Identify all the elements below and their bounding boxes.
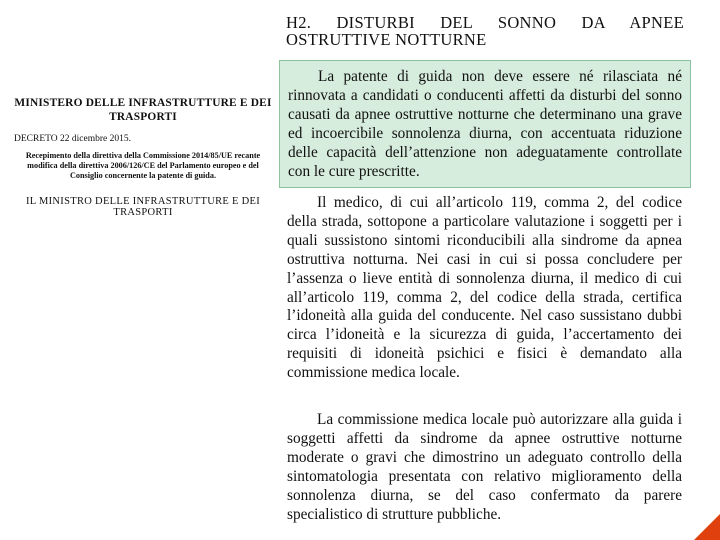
section-title-line-2: OSTRUTTIVE NOTTURNE	[286, 30, 487, 49]
decree-date: DECRETO 22 dicembre 2015.	[14, 134, 131, 144]
minister-heading: IL MINISTRO DELLE INFRASTRUTTURE E DEI TRASPORTI	[25, 196, 261, 218]
paragraph-commissione: La commissione medica locale può autorizzare alla guida i soggetti affetti da sindrome da apnee ostruttive notturne moderate o gravi che dimostrino un adeguato controllo della sintomatologia presentata con relativo miglioramento della sonnolenza diurna, se del caso confermato da parere specialistico di strutture pubbliche.	[287, 411, 682, 523]
paragraph-medico: Il medico, di cui all’articolo 119, comma 2, del codice della strada, sottopone a particolare valutazione i soggetti per i quali sussistono sintomi riconducibili alla sindrome da apnea ostruttiva notturna. Nei casi in cui si possa concludere per l’assenza o lieve entità di sonnolenza diurna, il medico di cui all’articolo 119, comma 2, del codice della strada, certifica l’idoneità alla guida del conducente. Nel caso sussistano dubbi circa l’idoneità e la sicurezza di guida, l’accertamento dei requisiti di idoneità psichici e fisici è demandato alla commissione medica locale.	[287, 194, 682, 382]
decree-subject: Recepimento della direttiva della Commissione 2014/85/UE recante modifica della direttiva 2006/126/CE del Parlamento europeo e del Consiglio concernente la patente di guida.	[25, 151, 261, 180]
section-title	[286, 14, 684, 48]
highlight-paragraph: La patente di guida non deve essere né rilasciata né rinnovata a candidati o conducenti affetti da disturbi del sonno causati da apnee ostruttive notturne che determinano una grave ed incoercibile sonnolenza diurna, con accentuata riduzione delle capacità dell’attenzione non adeguatamente controllate con le cure prescritte.	[288, 68, 682, 180]
section-title-line-1: H2. DISTURBI DEL SONNO DA APNEE	[286, 13, 684, 32]
decree-header	[14, 96, 272, 218]
corner-accent-triangle	[694, 514, 720, 540]
highlight-box	[279, 60, 691, 188]
ministry-name: MINISTERO DELLE INFRASTRUTTURE E DEI TRASPORTI	[14, 97, 272, 123]
